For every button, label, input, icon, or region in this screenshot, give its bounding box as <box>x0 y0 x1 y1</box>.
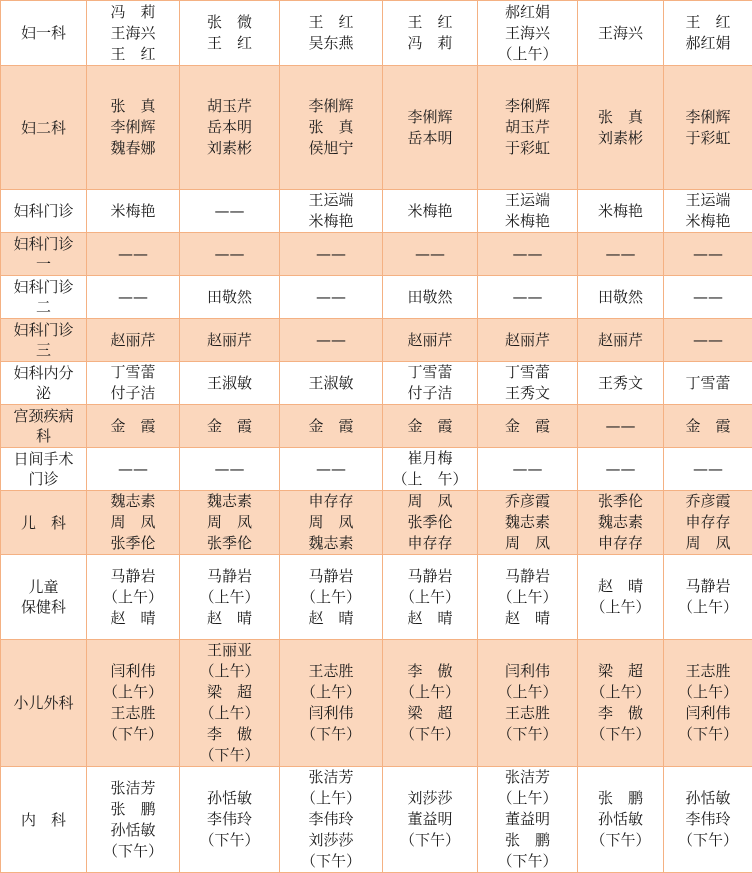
schedule-cell: 刘莎莎 董益明 （下午） <box>383 767 478 873</box>
row-fu-yi-ke <box>1 1 752 66</box>
schedule-cell: 马静岩 （上午） 赵 晴 <box>383 555 478 640</box>
schedule-cell: 周 凤 张季伦 申存存 <box>383 491 478 555</box>
row-fuke-menzhen-2 <box>1 276 752 319</box>
department-label: 儿童 保健科 <box>1 555 87 640</box>
schedule-cell: 孙恬敏 李伟玲 （下午） <box>664 767 752 873</box>
schedule-cell: —— <box>280 276 383 319</box>
schedule-cell: 张洁芳 （上午） 李伟玲 刘莎莎 （下午） <box>280 767 383 873</box>
schedule-cell: 张洁芳 （上午） 董益明 张 鹏 （下午） <box>478 767 578 873</box>
schedule-cell: 张 真 李俐辉 魏春娜 <box>87 66 180 190</box>
schedule-cell: 李俐辉 于彩虹 <box>664 66 752 190</box>
schedule-cell: —— <box>280 448 383 491</box>
schedule-cell: 赵丽芹 <box>478 319 578 362</box>
schedule-cell: 马静岩 （上午） 赵 晴 <box>478 555 578 640</box>
row-erke <box>1 491 752 555</box>
schedule-cell: —— <box>87 448 180 491</box>
schedule-cell: 丁雪蕾 王秀文 <box>478 362 578 405</box>
schedule-cell: 郝红娟 王海兴 （上午） <box>478 1 578 66</box>
department-label: 小儿外科 <box>1 640 87 767</box>
schedule-cell: 胡玉芹 岳本明 刘素彬 <box>180 66 280 190</box>
schedule-cell: 王丽亚 （上午） 梁 超 （上午） 李 傲 （下午） <box>180 640 280 767</box>
department-label: 内 科 <box>1 767 87 873</box>
schedule-cell: 田敬然 <box>578 276 664 319</box>
department-label: 日间手术 门诊 <box>1 448 87 491</box>
schedule-cell: 乔彦霞 申存存 周 凤 <box>664 491 752 555</box>
schedule-cell: 马静岩 （上午） 赵 晴 <box>87 555 180 640</box>
schedule-cell: 马静岩 （上午） 赵 晴 <box>280 555 383 640</box>
schedule-cell: 李俐辉 张 真 侯旭宁 <box>280 66 383 190</box>
schedule-cell: —— <box>280 319 383 362</box>
schedule-cell: —— <box>664 276 752 319</box>
schedule-cell: —— <box>664 233 752 276</box>
row-rijian-shoushu <box>1 448 752 491</box>
schedule-cell: 王淑敏 <box>180 362 280 405</box>
schedule-cell: 马静岩 （上午） 赵 晴 <box>180 555 280 640</box>
schedule-cell: 李 傲 （上午） 梁 超 （下午） <box>383 640 478 767</box>
schedule-cell: 田敬然 <box>383 276 478 319</box>
schedule-cell: 张 微 王 红 <box>180 1 280 66</box>
schedule-cell: —— <box>280 233 383 276</box>
schedule-cell: 申存存 周 凤 魏志素 <box>280 491 383 555</box>
schedule-cell: 赵丽芹 <box>180 319 280 362</box>
department-label: 宫颈疾病 科 <box>1 405 87 448</box>
schedule-cell: 乔彦霞 魏志素 周 凤 <box>478 491 578 555</box>
schedule-cell: —— <box>383 233 478 276</box>
schedule-cell: 张 真 刘素彬 <box>578 66 664 190</box>
row-gongjing-jibing <box>1 405 752 448</box>
schedule-cell: —— <box>87 276 180 319</box>
department-label: 妇科内分 泌 <box>1 362 87 405</box>
department-label: 妇科门诊 二 <box>1 276 87 319</box>
schedule-cell: —— <box>664 319 752 362</box>
schedule-cell: 田敬然 <box>180 276 280 319</box>
department-label: 妇科门诊 <box>1 190 87 233</box>
schedule-cell: 赵丽芹 <box>87 319 180 362</box>
schedule-cell: 米梅艳 <box>578 190 664 233</box>
schedule-cell: 米梅艳 <box>383 190 478 233</box>
schedule-cell: 闫利伟 （上午） 王志胜 （下午） <box>478 640 578 767</box>
schedule-cell: 金 霞 <box>478 405 578 448</box>
schedule-cell: 王海兴 <box>578 1 664 66</box>
schedule-cell: 赵丽芹 <box>383 319 478 362</box>
schedule-cell: 崔月梅 （上 午） <box>383 448 478 491</box>
schedule-cell: 魏志素 周 凤 张季伦 <box>180 491 280 555</box>
schedule-cell: 张季伦 魏志素 申存存 <box>578 491 664 555</box>
schedule-cell: 金 霞 <box>280 405 383 448</box>
schedule-cell: 赵丽芹 <box>578 319 664 362</box>
row-fuke-neifenmi <box>1 362 752 405</box>
schedule-cell: —— <box>180 448 280 491</box>
row-xiaoer-waike <box>1 640 752 767</box>
schedule-cell: —— <box>180 233 280 276</box>
schedule-cell: 王志胜 （上午） 闫利伟 （下午） <box>280 640 383 767</box>
schedule-cell: 王 红 吴东燕 <box>280 1 383 66</box>
row-ertong-baojian <box>1 555 752 640</box>
schedule-cell: 李俐辉 岳本明 <box>383 66 478 190</box>
schedule-cell: —— <box>478 233 578 276</box>
schedule-cell: 王淑敏 <box>280 362 383 405</box>
row-fu-er-ke <box>1 66 752 190</box>
schedule-cell: 赵 晴 （上午） <box>578 555 664 640</box>
schedule-cell: 王运端 米梅艳 <box>280 190 383 233</box>
schedule-cell: 梁 超 （上午） 李 傲 （下午） <box>578 640 664 767</box>
schedule-cell: 丁雪蕾 付子洁 <box>87 362 180 405</box>
schedule-cell: 王志胜 （上午） 闫利伟 （下午） <box>664 640 752 767</box>
schedule-cell: 丁雪蕾 付子洁 <box>383 362 478 405</box>
schedule-cell: 孙恬敏 李伟玲 （下午） <box>180 767 280 873</box>
schedule-cell: 王 红 郝红娟 <box>664 1 752 66</box>
schedule-cell: 王秀文 <box>578 362 664 405</box>
schedule-cell: —— <box>478 276 578 319</box>
schedule-cell: 王运端 米梅艳 <box>664 190 752 233</box>
schedule-cell: 王 红 冯 莉 <box>383 1 478 66</box>
schedule-cell: 张 鹏 孙恬敏 （下午） <box>578 767 664 873</box>
schedule-cell: 张洁芳 张 鹏 孙恬敏 （下午） <box>87 767 180 873</box>
schedule-cell: 李俐辉 胡玉芹 于彩虹 <box>478 66 578 190</box>
schedule-cell: 金 霞 <box>87 405 180 448</box>
department-label: 妇科门诊 一 <box>1 233 87 276</box>
department-label: 妇科门诊 三 <box>1 319 87 362</box>
schedule-cell: —— <box>664 448 752 491</box>
schedule-cell: 王运端 米梅艳 <box>478 190 578 233</box>
schedule-cell: 米梅艳 <box>87 190 180 233</box>
row-fuke-menzhen-1 <box>1 233 752 276</box>
department-label: 妇一科 <box>1 1 87 66</box>
schedule-cell: 闫利伟 （上午） 王志胜 （下午） <box>87 640 180 767</box>
row-neike <box>1 767 752 873</box>
schedule-cell: 丁雪蕾 <box>664 362 752 405</box>
schedule-cell: 金 霞 <box>664 405 752 448</box>
department-label: 妇二科 <box>1 66 87 190</box>
schedule-cell: —— <box>87 233 180 276</box>
schedule-cell: —— <box>578 448 664 491</box>
department-label: 儿 科 <box>1 491 87 555</box>
schedule-cell: —— <box>578 233 664 276</box>
schedule-cell: 金 霞 <box>383 405 478 448</box>
schedule-cell: —— <box>578 405 664 448</box>
schedule-cell: —— <box>478 448 578 491</box>
schedule-cell: 魏志素 周 凤 张季伦 <box>87 491 180 555</box>
schedule-cell: 马静岩 （上午） <box>664 555 752 640</box>
schedule-cell: —— <box>180 190 280 233</box>
schedule-cell: 冯 莉 王海兴 王 红 <box>87 1 180 66</box>
row-fuke-menzhen <box>1 190 752 233</box>
schedule-cell: 金 霞 <box>180 405 280 448</box>
row-fuke-menzhen-3 <box>1 319 752 362</box>
